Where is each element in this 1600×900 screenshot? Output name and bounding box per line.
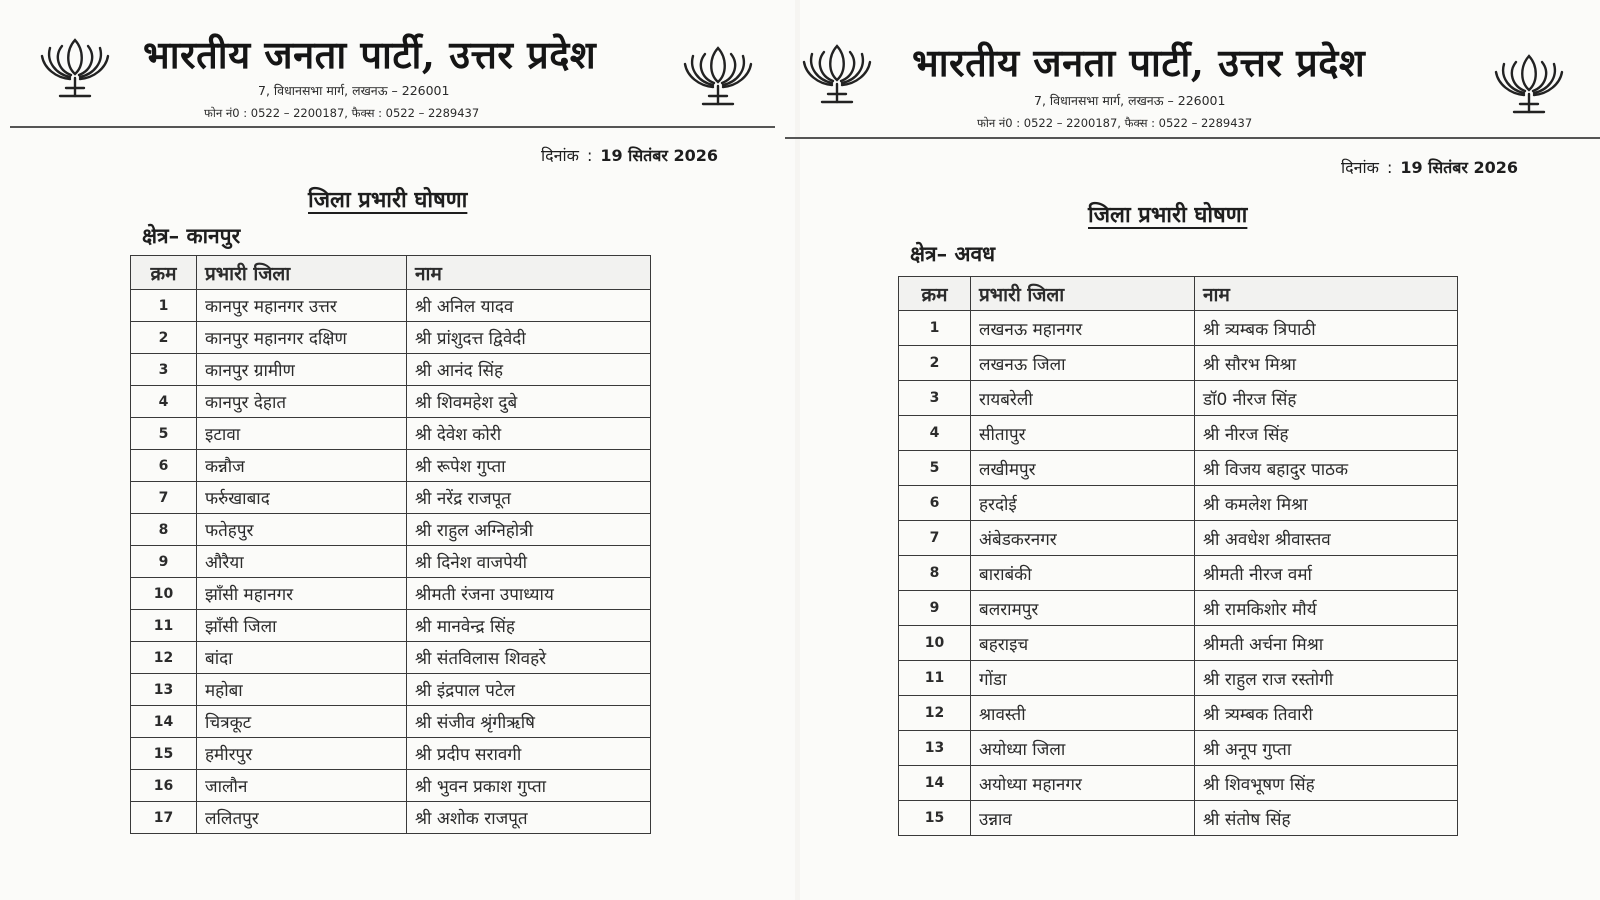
- district-incharge-table: [898, 276, 1458, 836]
- table-row: [899, 521, 1458, 556]
- table-row: [131, 386, 651, 418]
- table-row: [899, 381, 1458, 416]
- serial-cell: 9: [899, 591, 971, 626]
- district-cell: कानपुर महानगर उत्तर: [197, 290, 407, 322]
- table-row: [899, 416, 1458, 451]
- table-header-row: [131, 256, 651, 290]
- name-cell: श्री कमलेश मिश्रा: [1195, 486, 1458, 521]
- phone-fax: फोन नं0 : 0522 – 2200187, फैक्स : 0522 – 2289437: [977, 116, 1253, 130]
- table-row: [899, 661, 1458, 696]
- name-cell: श्री अनिल यादव: [407, 290, 651, 322]
- table-header-row: [899, 277, 1458, 311]
- serial-cell: 14: [899, 766, 971, 801]
- name-cell: श्री राहुल राज रस्तोगी: [1195, 661, 1458, 696]
- name-cell: श्री इंद्रपाल पटेल: [407, 674, 651, 706]
- table-row: [899, 591, 1458, 626]
- serial-cell: 1: [899, 311, 971, 346]
- column-header-name: नाम: [407, 256, 651, 290]
- serial-cell: 4: [131, 386, 197, 418]
- district-cell: अंबेडकरनगर: [971, 521, 1195, 556]
- table-row: [899, 731, 1458, 766]
- date-label: दिनांक: [1341, 158, 1379, 177]
- name-cell: श्री संतोष सिंह: [1195, 801, 1458, 836]
- table-row: [131, 674, 651, 706]
- announcement-title: जिला प्रभारी घोषणा: [1088, 202, 1248, 228]
- name-cell: श्री त्र्यम्बक तिवारी: [1195, 696, 1458, 731]
- name-cell: श्री प्रदीप सरावगी: [407, 738, 651, 770]
- district-cell: कानपुर महानगर दक्षिण: [197, 322, 407, 354]
- district-cell: महोबा: [197, 674, 407, 706]
- date-line: दिनांक : 19 सितंबर 2026: [1341, 158, 1519, 177]
- name-cell: श्री आनंद सिंह: [407, 354, 651, 386]
- serial-cell: 13: [131, 674, 197, 706]
- name-cell: श्री सौरभ मिश्रा: [1195, 346, 1458, 381]
- table-row: [899, 766, 1458, 801]
- table-row: [899, 486, 1458, 521]
- phone-fax: फोन नं0 : 0522 – 2200187, फैक्स : 0522 – 2289437: [204, 106, 480, 120]
- serial-cell: 7: [131, 482, 197, 514]
- table-row: [131, 770, 651, 802]
- district-cell: ललितपुर: [197, 802, 407, 834]
- name-cell: श्री अवधेश श्रीवास्तव: [1195, 521, 1458, 556]
- serial-cell: 14: [131, 706, 197, 738]
- party-name: भारतीय जनता पार्टी, उत्तर प्रदेश: [912, 40, 1366, 85]
- lotus-icon: [1492, 48, 1566, 116]
- name-cell: श्रीमती नीरज वर्मा: [1195, 556, 1458, 591]
- serial-cell: 7: [899, 521, 971, 556]
- table-row: [131, 738, 651, 770]
- serial-cell: 12: [899, 696, 971, 731]
- column-header-name: नाम: [1195, 277, 1458, 311]
- address: 7, विधानसभा मार्ग, लखनऊ – 226001: [258, 83, 450, 98]
- district-cell: चित्रकूट: [197, 706, 407, 738]
- table-row: [899, 451, 1458, 486]
- name-cell: श्री संतविलास शिवहरे: [407, 642, 651, 674]
- serial-cell: 10: [899, 626, 971, 661]
- serial-cell: 17: [131, 802, 197, 834]
- name-cell: श्री देवेश कोरी: [407, 418, 651, 450]
- region-heading: क्षेत्र– अवध: [910, 241, 996, 266]
- serial-cell: 9: [131, 546, 197, 578]
- name-cell: श्री अनूप गुप्ता: [1195, 731, 1458, 766]
- district-cell: रायबरेली: [971, 381, 1195, 416]
- serial-cell: 11: [131, 610, 197, 642]
- name-cell: श्री रूपेश गुप्ता: [407, 450, 651, 482]
- region-heading: क्षेत्र– कानपुर: [142, 223, 241, 248]
- table-row: [131, 290, 651, 322]
- table-row: [131, 578, 651, 610]
- name-cell: श्रीमती अर्चना मिश्रा: [1195, 626, 1458, 661]
- district-cell: औरैया: [197, 546, 407, 578]
- serial-cell: 13: [899, 731, 971, 766]
- serial-cell: 3: [131, 354, 197, 386]
- name-cell: श्री शिवमहेश दुबे: [407, 386, 651, 418]
- header-divider: [785, 137, 1600, 139]
- name-cell: श्री भुवन प्रकाश गुप्ता: [407, 770, 651, 802]
- district-cell: कन्नौज: [197, 450, 407, 482]
- district-cell: सीतापुर: [971, 416, 1195, 451]
- header-divider: [10, 126, 775, 128]
- district-cell: कानपुर देहात: [197, 386, 407, 418]
- district-cell: श्रावस्ती: [971, 696, 1195, 731]
- serial-cell: 2: [899, 346, 971, 381]
- table-row: [899, 801, 1458, 836]
- name-cell: श्री दिनेश वाजपेयी: [407, 546, 651, 578]
- party-name: भारतीय जनता पार्टी, उत्तर प्रदेश: [143, 32, 597, 77]
- name-cell: श्रीमती रंजना उपाध्याय: [407, 578, 651, 610]
- column-header-district: प्रभारी जिला: [971, 277, 1195, 311]
- column-header-district: प्रभारी जिला: [197, 256, 407, 290]
- district-cell: गोंडा: [971, 661, 1195, 696]
- serial-cell: 15: [131, 738, 197, 770]
- district-cell: झाँसी महानगर: [197, 578, 407, 610]
- address: 7, विधानसभा मार्ग, लखनऊ – 226001: [1034, 93, 1226, 108]
- table-row: [131, 610, 651, 642]
- serial-cell: 8: [899, 556, 971, 591]
- name-cell: श्री रामकिशोर मौर्य: [1195, 591, 1458, 626]
- date-label: दिनांक: [541, 146, 579, 165]
- district-cell: लखनऊ जिला: [971, 346, 1195, 381]
- letterhead-document-awadh: [800, 0, 1600, 900]
- name-cell: श्री नरेंद्र राजपूत: [407, 482, 651, 514]
- table-row: [131, 642, 651, 674]
- announcement-title: जिला प्रभारी घोषणा: [308, 187, 468, 213]
- table-row: [131, 322, 651, 354]
- serial-cell: 11: [899, 661, 971, 696]
- name-cell: श्री मानवेन्द्र सिंह: [407, 610, 651, 642]
- table-row: [131, 514, 651, 546]
- serial-cell: 10: [131, 578, 197, 610]
- table-row: [131, 546, 651, 578]
- name-cell: श्री प्रांशुदत्त द्विवेदी: [407, 322, 651, 354]
- table-row: [131, 706, 651, 738]
- table-row: [899, 696, 1458, 731]
- district-cell: हमीरपुर: [197, 738, 407, 770]
- table-row: [899, 346, 1458, 381]
- name-cell: श्री नीरज सिंह: [1195, 416, 1458, 451]
- serial-cell: 4: [899, 416, 971, 451]
- district-cell: अयोध्या जिला: [971, 731, 1195, 766]
- table-row: [899, 556, 1458, 591]
- district-cell: लखनऊ महानगर: [971, 311, 1195, 346]
- letterhead-document-kanpur: [0, 0, 795, 900]
- serial-cell: 15: [899, 801, 971, 836]
- table-row: [131, 354, 651, 386]
- district-cell: कानपुर ग्रामीण: [197, 354, 407, 386]
- serial-cell: 8: [131, 514, 197, 546]
- name-cell: डॉ0 नीरज सिंह: [1195, 381, 1458, 416]
- table-row: [131, 418, 651, 450]
- district-cell: उन्नाव: [971, 801, 1195, 836]
- district-cell: हरदोई: [971, 486, 1195, 521]
- date-value: 19 सितंबर 2026: [1400, 158, 1519, 177]
- serial-cell: 5: [131, 418, 197, 450]
- district-incharge-table: [130, 255, 651, 834]
- serial-cell: 12: [131, 642, 197, 674]
- table-row: [899, 311, 1458, 346]
- date-value: 19 सितंबर 2026: [600, 146, 719, 165]
- district-cell: झाँसी जिला: [197, 610, 407, 642]
- date-line: दिनांक : 19 सितंबर 2026: [541, 146, 719, 165]
- district-cell: बहराइच: [971, 626, 1195, 661]
- serial-cell: 16: [131, 770, 197, 802]
- serial-cell: 3: [899, 381, 971, 416]
- serial-cell: 6: [131, 450, 197, 482]
- serial-cell: 6: [899, 486, 971, 521]
- lotus-icon: [38, 32, 112, 100]
- table-row: [131, 450, 651, 482]
- district-cell: बाराबंकी: [971, 556, 1195, 591]
- serial-cell: 5: [899, 451, 971, 486]
- table-row: [899, 626, 1458, 661]
- table-row: [131, 482, 651, 514]
- district-cell: फतेहपुर: [197, 514, 407, 546]
- lotus-icon: [800, 38, 874, 106]
- name-cell: श्री संजीव श्रृंगीऋषि: [407, 706, 651, 738]
- district-cell: लखीमपुर: [971, 451, 1195, 486]
- column-header-serial: क्रम: [899, 277, 971, 311]
- district-cell: जालौन: [197, 770, 407, 802]
- district-cell: इटावा: [197, 418, 407, 450]
- name-cell: श्री राहुल अग्निहोत्री: [407, 514, 651, 546]
- district-cell: बांदा: [197, 642, 407, 674]
- serial-cell: 2: [131, 322, 197, 354]
- serial-cell: 1: [131, 290, 197, 322]
- column-header-serial: क्रम: [131, 256, 197, 290]
- name-cell: श्री अशोक राजपूत: [407, 802, 651, 834]
- name-cell: श्री विजय बहादुर पाठक: [1195, 451, 1458, 486]
- name-cell: श्री शिवभूषण सिंह: [1195, 766, 1458, 801]
- district-cell: बलरामपुर: [971, 591, 1195, 626]
- lotus-icon: [681, 40, 755, 108]
- name-cell: श्री त्र्यम्बक त्रिपाठी: [1195, 311, 1458, 346]
- district-cell: फर्रुखाबाद: [197, 482, 407, 514]
- table-row: [131, 802, 651, 834]
- district-cell: अयोध्या महानगर: [971, 766, 1195, 801]
